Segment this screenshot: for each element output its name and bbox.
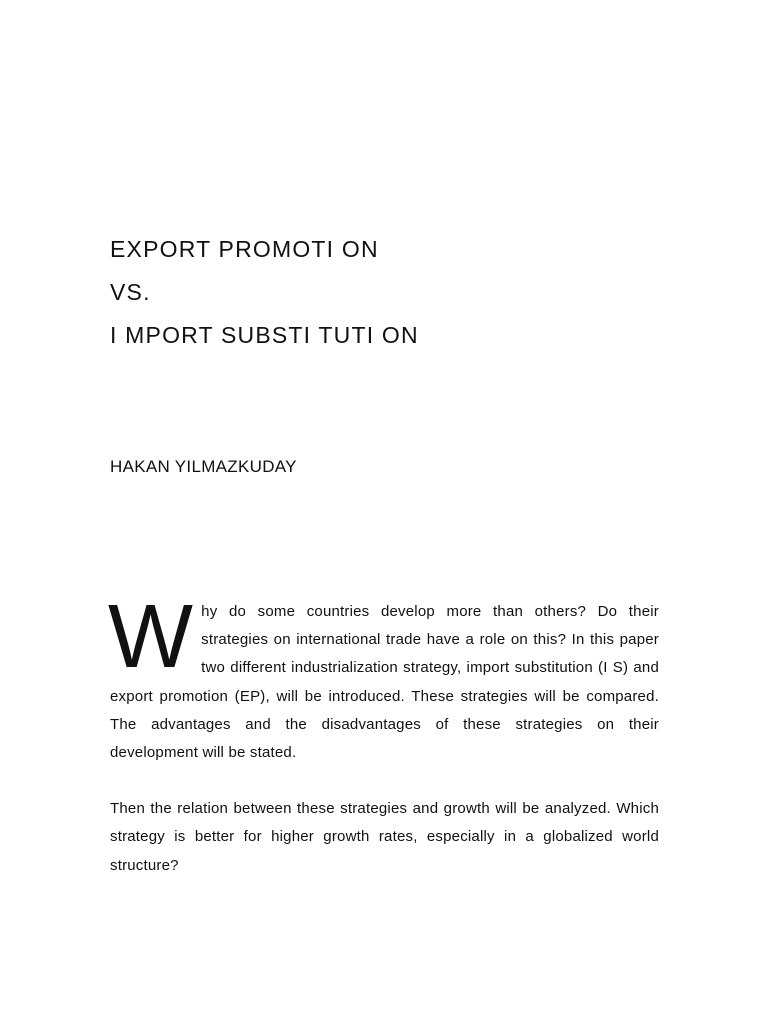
title-line-1: EXPORT PROMOTI ON <box>110 236 379 262</box>
title-line-3: I MPORT SUBSTI TUTI ON <box>110 322 419 348</box>
title-block <box>110 228 419 357</box>
drop-cap: W <box>108 587 194 687</box>
paragraph-2: Then the relation between these strategies and growth will be analyzed. Which strategy is better for higher growth rates, especially in a globalized world structure? <box>110 800 659 874</box>
title-line-2: VS. <box>110 279 151 305</box>
abstract-body <box>108 587 659 880</box>
paragraph-1-text: hy do some countries develop more than others? Do their strategies on international trade have a role on this? In this paper two different industrialization strategy, import substitution (I S) and export promotion (EP), will be introduced. These strategies will be compared. The advantages and the disadvantages of these strategies on their development will be stated. <box>110 603 659 762</box>
author-name: HAKAN YILMAZKUDAY <box>110 457 297 476</box>
paragraph-1 <box>108 587 659 767</box>
